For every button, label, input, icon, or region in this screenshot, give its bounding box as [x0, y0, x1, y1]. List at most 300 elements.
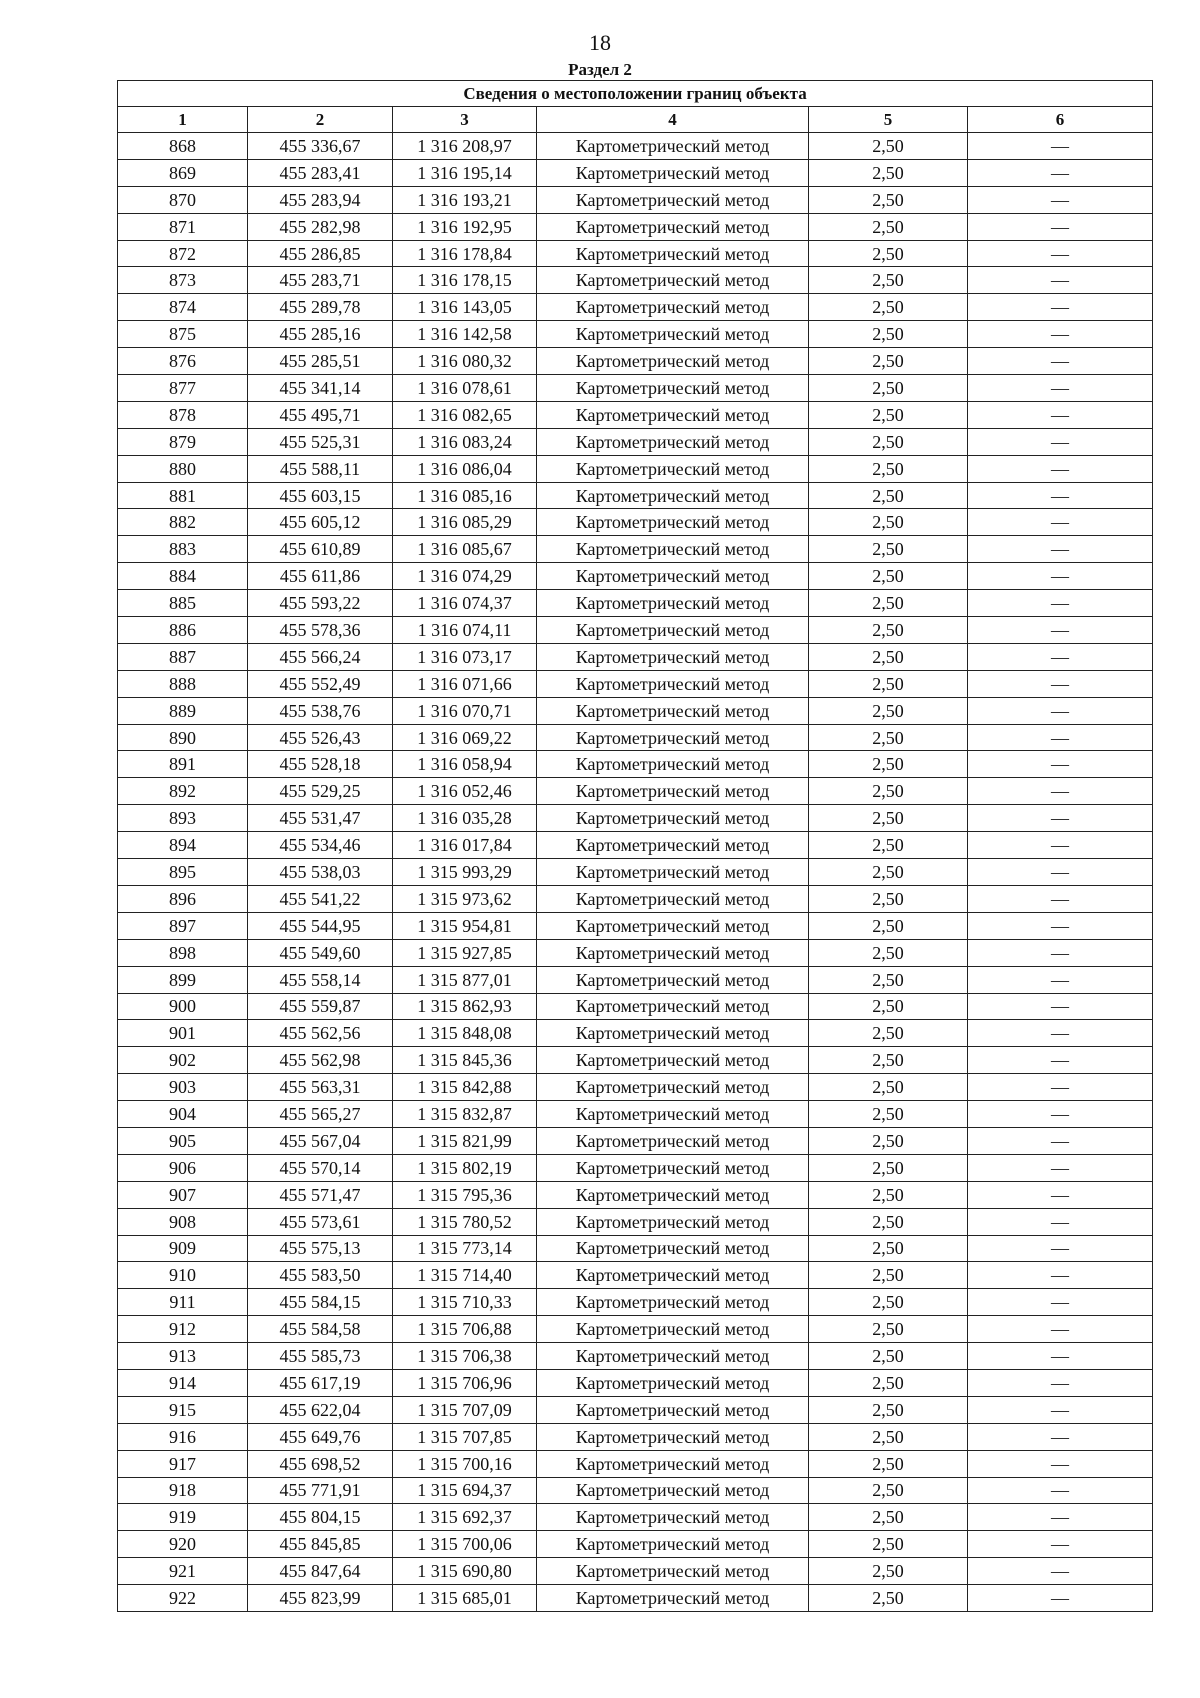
- description-cell: —: [968, 1101, 1153, 1128]
- accuracy-cell: 2,50: [809, 778, 968, 805]
- table-row: [118, 509, 1153, 536]
- x-coordinate-cell: 455 649,76: [248, 1423, 393, 1450]
- description-cell: —: [968, 939, 1153, 966]
- accuracy-cell: 2,50: [809, 482, 968, 509]
- point-number-cell: 906: [118, 1154, 248, 1181]
- accuracy-cell: 2,50: [809, 563, 968, 590]
- y-coordinate-cell: 1 315 707,09: [393, 1396, 537, 1423]
- y-coordinate-cell: 1 316 035,28: [393, 805, 537, 832]
- x-coordinate-cell: 455 603,15: [248, 482, 393, 509]
- y-coordinate-cell: 1 315 993,29: [393, 859, 537, 886]
- accuracy-cell: 2,50: [809, 885, 968, 912]
- x-coordinate-cell: 455 526,43: [248, 724, 393, 751]
- table-body: [118, 133, 1153, 1612]
- table-row: [118, 213, 1153, 240]
- y-coordinate-cell: 1 316 142,58: [393, 321, 537, 348]
- x-coordinate-cell: 455 585,73: [248, 1343, 393, 1370]
- accuracy-cell: 2,50: [809, 1585, 968, 1612]
- method-cell: Картометрический метод: [537, 1181, 809, 1208]
- method-cell: Картометрический метод: [537, 1020, 809, 1047]
- y-coordinate-cell: 1 316 070,71: [393, 697, 537, 724]
- table-row: [118, 428, 1153, 455]
- method-cell: Картометрический метод: [537, 805, 809, 832]
- x-coordinate-cell: 455 285,16: [248, 321, 393, 348]
- point-number-cell: 884: [118, 563, 248, 590]
- table-row: [118, 267, 1153, 294]
- method-cell: Картометрический метод: [537, 778, 809, 805]
- x-coordinate-cell: 455 771,91: [248, 1477, 393, 1504]
- table-row: [118, 240, 1153, 267]
- accuracy-cell: 2,50: [809, 697, 968, 724]
- y-coordinate-cell: 1 315 685,01: [393, 1585, 537, 1612]
- description-cell: —: [968, 1477, 1153, 1504]
- description-cell: —: [968, 1074, 1153, 1101]
- x-coordinate-cell: 455 845,85: [248, 1531, 393, 1558]
- table-row: [118, 1074, 1153, 1101]
- y-coordinate-cell: 1 315 707,85: [393, 1423, 537, 1450]
- point-number-cell: 905: [118, 1127, 248, 1154]
- table-row: [118, 1558, 1153, 1585]
- point-number-cell: 880: [118, 455, 248, 482]
- point-number-cell: 910: [118, 1262, 248, 1289]
- method-cell: Картометрический метод: [537, 375, 809, 402]
- table-row: [118, 1101, 1153, 1128]
- y-coordinate-cell: 1 316 078,61: [393, 375, 537, 402]
- method-cell: Картометрический метод: [537, 482, 809, 509]
- accuracy-cell: 2,50: [809, 133, 968, 160]
- table-row: [118, 1154, 1153, 1181]
- accuracy-cell: 2,50: [809, 213, 968, 240]
- method-cell: Картометрический метод: [537, 133, 809, 160]
- point-number-cell: 883: [118, 536, 248, 563]
- accuracy-cell: 2,50: [809, 159, 968, 186]
- point-number-cell: 920: [118, 1531, 248, 1558]
- table-row: [118, 1235, 1153, 1262]
- point-number-cell: 902: [118, 1047, 248, 1074]
- description-cell: —: [968, 536, 1153, 563]
- table-row: [118, 1181, 1153, 1208]
- table-row: [118, 993, 1153, 1020]
- y-coordinate-cell: 1 316 085,29: [393, 509, 537, 536]
- accuracy-cell: 2,50: [809, 1450, 968, 1477]
- x-coordinate-cell: 455 538,03: [248, 859, 393, 886]
- method-cell: Картометрический метод: [537, 993, 809, 1020]
- description-cell: —: [968, 1504, 1153, 1531]
- table-row: [118, 832, 1153, 859]
- point-number-cell: 882: [118, 509, 248, 536]
- x-coordinate-cell: 455 593,22: [248, 590, 393, 617]
- section-title: Раздел 2: [568, 60, 632, 79]
- point-number-cell: 915: [118, 1396, 248, 1423]
- accuracy-cell: 2,50: [809, 1181, 968, 1208]
- description-cell: —: [968, 1047, 1153, 1074]
- description-cell: —: [968, 805, 1153, 832]
- point-number-cell: 879: [118, 428, 248, 455]
- y-coordinate-cell: 1 315 710,33: [393, 1289, 537, 1316]
- description-cell: —: [968, 1181, 1153, 1208]
- method-cell: Картометрический метод: [537, 859, 809, 886]
- accuracy-cell: 2,50: [809, 401, 968, 428]
- x-coordinate-cell: 455 558,14: [248, 966, 393, 993]
- x-coordinate-cell: 455 605,12: [248, 509, 393, 536]
- point-number-cell: 908: [118, 1208, 248, 1235]
- description-cell: —: [968, 375, 1153, 402]
- point-number-cell: 889: [118, 697, 248, 724]
- description-cell: —: [968, 428, 1153, 455]
- accuracy-cell: 2,50: [809, 939, 968, 966]
- table-row: [118, 670, 1153, 697]
- table-row: [118, 724, 1153, 751]
- method-cell: Картометрический метод: [537, 159, 809, 186]
- point-number-cell: 909: [118, 1235, 248, 1262]
- x-coordinate-cell: 455 698,52: [248, 1450, 393, 1477]
- accuracy-cell: 2,50: [809, 617, 968, 644]
- x-coordinate-cell: 455 575,13: [248, 1235, 393, 1262]
- accuracy-cell: 2,50: [809, 1369, 968, 1396]
- method-cell: Картометрический метод: [537, 966, 809, 993]
- description-cell: —: [968, 1235, 1153, 1262]
- method-cell: Картометрический метод: [537, 321, 809, 348]
- point-number-cell: 921: [118, 1558, 248, 1585]
- y-coordinate-cell: 1 315 692,37: [393, 1504, 537, 1531]
- method-cell: Картометрический метод: [537, 751, 809, 778]
- method-cell: Картометрический метод: [537, 1450, 809, 1477]
- x-coordinate-cell: 455 528,18: [248, 751, 393, 778]
- description-cell: —: [968, 1316, 1153, 1343]
- point-number-cell: 896: [118, 885, 248, 912]
- x-coordinate-cell: 455 804,15: [248, 1504, 393, 1531]
- description-cell: —: [968, 321, 1153, 348]
- point-number-cell: 868: [118, 133, 248, 160]
- table-row: [118, 643, 1153, 670]
- description-cell: —: [968, 1289, 1153, 1316]
- point-number-cell: 871: [118, 213, 248, 240]
- accuracy-cell: 2,50: [809, 1531, 968, 1558]
- y-coordinate-cell: 1 315 773,14: [393, 1235, 537, 1262]
- description-cell: —: [968, 1558, 1153, 1585]
- method-cell: Картометрический метод: [537, 1396, 809, 1423]
- point-number-cell: 911: [118, 1289, 248, 1316]
- table-row: [118, 885, 1153, 912]
- accuracy-cell: 2,50: [809, 832, 968, 859]
- table-row: [118, 912, 1153, 939]
- table-row: [118, 1289, 1153, 1316]
- table-row: [118, 1531, 1153, 1558]
- y-coordinate-cell: 1 315 780,52: [393, 1208, 537, 1235]
- table-row: [118, 778, 1153, 805]
- accuracy-cell: 2,50: [809, 375, 968, 402]
- method-cell: Картометрический метод: [537, 455, 809, 482]
- y-coordinate-cell: 1 315 714,40: [393, 1262, 537, 1289]
- accuracy-cell: 2,50: [809, 1074, 968, 1101]
- description-cell: —: [968, 1396, 1153, 1423]
- method-cell: Картометрический метод: [537, 294, 809, 321]
- y-coordinate-cell: 1 315 821,99: [393, 1127, 537, 1154]
- y-coordinate-cell: 1 316 085,16: [393, 482, 537, 509]
- description-cell: —: [968, 966, 1153, 993]
- point-number-cell: 903: [118, 1074, 248, 1101]
- table-row: [118, 1047, 1153, 1074]
- column-header: 3: [393, 107, 537, 133]
- accuracy-cell: 2,50: [809, 590, 968, 617]
- point-number-cell: 869: [118, 159, 248, 186]
- column-header: 1: [118, 107, 248, 133]
- point-number-cell: 878: [118, 401, 248, 428]
- description-cell: —: [968, 159, 1153, 186]
- table-row: [118, 751, 1153, 778]
- description-cell: —: [968, 401, 1153, 428]
- table-caption: Сведения о местоположении границ объекта: [118, 81, 1153, 107]
- x-coordinate-cell: 455 583,50: [248, 1262, 393, 1289]
- description-cell: —: [968, 751, 1153, 778]
- accuracy-cell: 2,50: [809, 294, 968, 321]
- accuracy-cell: 2,50: [809, 1208, 968, 1235]
- x-coordinate-cell: 455 570,14: [248, 1154, 393, 1181]
- method-cell: Картометрический метод: [537, 1504, 809, 1531]
- description-cell: —: [968, 294, 1153, 321]
- method-cell: Картометрический метод: [537, 617, 809, 644]
- method-cell: Картометрический метод: [537, 563, 809, 590]
- method-cell: Картометрический метод: [537, 1208, 809, 1235]
- accuracy-cell: 2,50: [809, 536, 968, 563]
- description-cell: —: [968, 1127, 1153, 1154]
- accuracy-cell: 2,50: [809, 455, 968, 482]
- accuracy-cell: 2,50: [809, 966, 968, 993]
- point-number-cell: 918: [118, 1477, 248, 1504]
- description-cell: —: [968, 267, 1153, 294]
- description-cell: —: [968, 617, 1153, 644]
- y-coordinate-cell: 1 315 848,08: [393, 1020, 537, 1047]
- x-coordinate-cell: 455 566,24: [248, 643, 393, 670]
- column-header: 6: [968, 107, 1153, 133]
- method-cell: Картометрический метод: [537, 1154, 809, 1181]
- point-number-cell: 881: [118, 482, 248, 509]
- x-coordinate-cell: 455 531,47: [248, 805, 393, 832]
- x-coordinate-cell: 455 622,04: [248, 1396, 393, 1423]
- point-number-cell: 872: [118, 240, 248, 267]
- x-coordinate-cell: 455 534,46: [248, 832, 393, 859]
- y-coordinate-cell: 1 316 071,66: [393, 670, 537, 697]
- description-cell: —: [968, 1020, 1153, 1047]
- method-cell: Картометрический метод: [537, 1316, 809, 1343]
- point-number-cell: 900: [118, 993, 248, 1020]
- description-cell: —: [968, 885, 1153, 912]
- y-coordinate-cell: 1 316 192,95: [393, 213, 537, 240]
- x-coordinate-cell: 455 283,71: [248, 267, 393, 294]
- accuracy-cell: 2,50: [809, 1396, 968, 1423]
- method-cell: Картометрический метод: [537, 240, 809, 267]
- x-coordinate-cell: 455 847,64: [248, 1558, 393, 1585]
- table-row: [118, 1262, 1153, 1289]
- accuracy-cell: 2,50: [809, 643, 968, 670]
- table-row: [118, 859, 1153, 886]
- table-row: [118, 1477, 1153, 1504]
- x-coordinate-cell: 455 549,60: [248, 939, 393, 966]
- table-row: [118, 1396, 1153, 1423]
- method-cell: Картометрический метод: [537, 509, 809, 536]
- x-coordinate-cell: 455 544,95: [248, 912, 393, 939]
- table-row: [118, 563, 1153, 590]
- table-row: [118, 617, 1153, 644]
- method-cell: Картометрический метод: [537, 1047, 809, 1074]
- method-cell: Картометрический метод: [537, 912, 809, 939]
- description-cell: —: [968, 912, 1153, 939]
- description-cell: —: [968, 697, 1153, 724]
- accuracy-cell: 2,50: [809, 1477, 968, 1504]
- x-coordinate-cell: 455 562,98: [248, 1047, 393, 1074]
- table-row: [118, 321, 1153, 348]
- column-number-row: [118, 107, 1153, 133]
- y-coordinate-cell: 1 315 832,87: [393, 1101, 537, 1128]
- x-coordinate-cell: 455 286,85: [248, 240, 393, 267]
- description-cell: —: [968, 724, 1153, 751]
- y-coordinate-cell: 1 316 195,14: [393, 159, 537, 186]
- point-number-cell: 922: [118, 1585, 248, 1612]
- point-number-cell: 894: [118, 832, 248, 859]
- point-number-cell: 891: [118, 751, 248, 778]
- x-coordinate-cell: 455 341,14: [248, 375, 393, 402]
- table-row: [118, 159, 1153, 186]
- table-row: [118, 294, 1153, 321]
- accuracy-cell: 2,50: [809, 1558, 968, 1585]
- table-row: [118, 697, 1153, 724]
- accuracy-cell: 2,50: [809, 751, 968, 778]
- x-coordinate-cell: 455 495,71: [248, 401, 393, 428]
- description-cell: —: [968, 482, 1153, 509]
- x-coordinate-cell: 455 562,56: [248, 1020, 393, 1047]
- accuracy-cell: 2,50: [809, 428, 968, 455]
- x-coordinate-cell: 455 525,31: [248, 428, 393, 455]
- accuracy-cell: 2,50: [809, 348, 968, 375]
- y-coordinate-cell: 1 315 973,62: [393, 885, 537, 912]
- method-cell: Картометрический метод: [537, 1127, 809, 1154]
- accuracy-cell: 2,50: [809, 1423, 968, 1450]
- point-number-cell: 899: [118, 966, 248, 993]
- point-number-cell: 875: [118, 321, 248, 348]
- method-cell: Картометрический метод: [537, 186, 809, 213]
- method-cell: Картометрический метод: [537, 348, 809, 375]
- x-coordinate-cell: 455 578,36: [248, 617, 393, 644]
- point-number-cell: 898: [118, 939, 248, 966]
- accuracy-cell: 2,50: [809, 1127, 968, 1154]
- method-cell: Картометрический метод: [537, 1101, 809, 1128]
- x-coordinate-cell: 455 584,15: [248, 1289, 393, 1316]
- accuracy-cell: 2,50: [809, 1154, 968, 1181]
- description-cell: —: [968, 643, 1153, 670]
- method-cell: Картометрический метод: [537, 536, 809, 563]
- y-coordinate-cell: 1 316 143,05: [393, 294, 537, 321]
- accuracy-cell: 2,50: [809, 1289, 968, 1316]
- x-coordinate-cell: 455 559,87: [248, 993, 393, 1020]
- y-coordinate-cell: 1 315 700,16: [393, 1450, 537, 1477]
- accuracy-cell: 2,50: [809, 724, 968, 751]
- y-coordinate-cell: 1 315 842,88: [393, 1074, 537, 1101]
- accuracy-cell: 2,50: [809, 670, 968, 697]
- table-row: [118, 375, 1153, 402]
- description-cell: —: [968, 1450, 1153, 1477]
- accuracy-cell: 2,50: [809, 1262, 968, 1289]
- accuracy-cell: 2,50: [809, 321, 968, 348]
- table-row: [118, 186, 1153, 213]
- description-cell: —: [968, 455, 1153, 482]
- table-row: [118, 1343, 1153, 1370]
- y-coordinate-cell: 1 315 795,36: [393, 1181, 537, 1208]
- x-coordinate-cell: 455 282,98: [248, 213, 393, 240]
- method-cell: Картометрический метод: [537, 1343, 809, 1370]
- description-cell: —: [968, 993, 1153, 1020]
- accuracy-cell: 2,50: [809, 1504, 968, 1531]
- method-cell: Картометрический метод: [537, 213, 809, 240]
- table-row: [118, 1316, 1153, 1343]
- accuracy-cell: 2,50: [809, 859, 968, 886]
- y-coordinate-cell: 1 315 706,88: [393, 1316, 537, 1343]
- x-coordinate-cell: 455 610,89: [248, 536, 393, 563]
- y-coordinate-cell: 1 316 058,94: [393, 751, 537, 778]
- y-coordinate-cell: 1 315 706,96: [393, 1369, 537, 1396]
- accuracy-cell: 2,50: [809, 805, 968, 832]
- accuracy-cell: 2,50: [809, 1047, 968, 1074]
- table-row: [118, 1423, 1153, 1450]
- table-row: [118, 1208, 1153, 1235]
- x-coordinate-cell: 455 588,11: [248, 455, 393, 482]
- description-cell: —: [968, 1585, 1153, 1612]
- x-coordinate-cell: 455 617,19: [248, 1369, 393, 1396]
- accuracy-cell: 2,50: [809, 1101, 968, 1128]
- description-cell: —: [968, 1154, 1153, 1181]
- description-cell: —: [968, 240, 1153, 267]
- method-cell: Картометрический метод: [537, 1531, 809, 1558]
- description-cell: —: [968, 832, 1153, 859]
- y-coordinate-cell: 1 316 069,22: [393, 724, 537, 751]
- table-row: [118, 805, 1153, 832]
- y-coordinate-cell: 1 316 074,11: [393, 617, 537, 644]
- method-cell: Картометрический метод: [537, 590, 809, 617]
- point-number-cell: 870: [118, 186, 248, 213]
- y-coordinate-cell: 1 315 845,36: [393, 1047, 537, 1074]
- description-cell: —: [968, 778, 1153, 805]
- y-coordinate-cell: 1 316 178,15: [393, 267, 537, 294]
- y-coordinate-cell: 1 315 706,38: [393, 1343, 537, 1370]
- accuracy-cell: 2,50: [809, 1020, 968, 1047]
- point-number-cell: 904: [118, 1101, 248, 1128]
- accuracy-cell: 2,50: [809, 1343, 968, 1370]
- y-coordinate-cell: 1 316 052,46: [393, 778, 537, 805]
- x-coordinate-cell: 455 823,99: [248, 1585, 393, 1612]
- x-coordinate-cell: 455 283,94: [248, 186, 393, 213]
- description-cell: —: [968, 1423, 1153, 1450]
- x-coordinate-cell: 455 611,86: [248, 563, 393, 590]
- x-coordinate-cell: 455 283,41: [248, 159, 393, 186]
- description-cell: —: [968, 590, 1153, 617]
- table-row: [118, 966, 1153, 993]
- description-cell: —: [968, 348, 1153, 375]
- y-coordinate-cell: 1 315 927,85: [393, 939, 537, 966]
- table-row: [118, 1020, 1153, 1047]
- x-coordinate-cell: 455 584,58: [248, 1316, 393, 1343]
- method-cell: Картометрический метод: [537, 267, 809, 294]
- table-row: [118, 133, 1153, 160]
- x-coordinate-cell: 455 571,47: [248, 1181, 393, 1208]
- point-number-cell: 912: [118, 1316, 248, 1343]
- y-coordinate-cell: 1 316 082,65: [393, 401, 537, 428]
- method-cell: Картометрический метод: [537, 428, 809, 455]
- table-row: [118, 1504, 1153, 1531]
- point-number-cell: 901: [118, 1020, 248, 1047]
- point-number-cell: 916: [118, 1423, 248, 1450]
- point-number-cell: 876: [118, 348, 248, 375]
- description-cell: —: [968, 1262, 1153, 1289]
- point-number-cell: 917: [118, 1450, 248, 1477]
